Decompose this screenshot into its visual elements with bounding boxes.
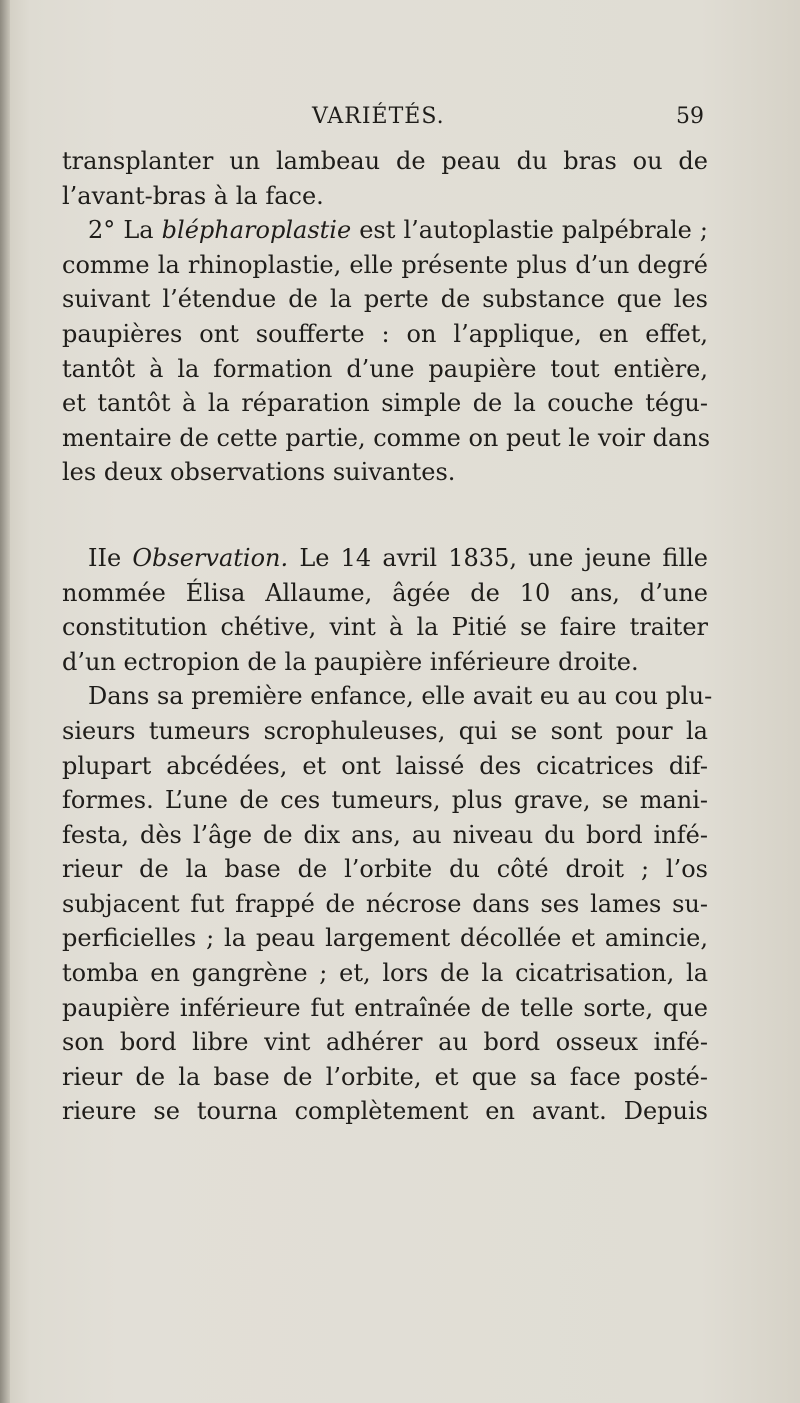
text-fragment: Le 14 avril 1835, une jeune fille <box>288 543 708 572</box>
text-line: et tantôt à la réparation simple de la couche tégu- <box>62 389 708 418</box>
text-fragment: est l’autoplastie palpébrale ; <box>351 216 708 245</box>
text-line: subjacent fut frappé de nécrose dans ses lames su- <box>62 889 708 918</box>
text-line <box>62 213 708 248</box>
text-line: sieurs tumeurs scrophuleuses, qui se sont pour la <box>62 716 708 745</box>
running-title: VARIÉTÉS. <box>312 104 445 129</box>
text-line: les deux observations suivantes. <box>62 458 456 487</box>
text-line: mentaire de cette partie, comme on peut le voir dans <box>62 423 711 452</box>
text-line: d’un ectropion de la paupière inférieure droite. <box>62 647 639 676</box>
text-line: rieur de la base de l’orbite, et que sa face posté- <box>62 1062 708 1091</box>
page-binding-edge <box>0 0 10 1403</box>
text-line: constitution chétive, vint à la Pitié se faire traiter <box>62 613 708 642</box>
text-line: Dans sa première enfance, elle avait eu au cou plu- <box>88 682 713 711</box>
text-line: nommée Élisa Allaume, âgée de 10 ans, d’une <box>62 578 708 607</box>
text-line: plupart abcédées, et ont laissé des cicatrices dif- <box>62 751 708 780</box>
page-header <box>0 104 800 138</box>
page-number: 59 <box>676 104 704 129</box>
section-gap <box>62 490 708 541</box>
text-line: festa, dès l’âge de dix ans, au niveau du bord infé- <box>62 820 708 849</box>
text-line <box>62 541 708 576</box>
observation-title: Observation. <box>132 543 289 572</box>
text-line: son bord libre vint adhérer au bord osseux infé- <box>62 1028 708 1057</box>
text-line: rieure se tourna complètement en avant. Depuis <box>62 1097 708 1126</box>
text-line: l’avant-bras à la face. <box>62 181 324 210</box>
text-line: transplanter un lambeau de peau du bras ou de <box>62 147 708 175</box>
enumeration: 2° La <box>88 216 162 245</box>
text-line: comme la rhinoplastie, elle présente plus d’un degré <box>62 250 708 279</box>
body-text <box>62 144 713 1129</box>
text-line: paupières ont soufferte : on l’applique, en effet, <box>62 319 708 348</box>
text-line: suivant l’étendue de la perte de substance que les <box>62 285 708 314</box>
text-line: perficielles ; la peau largement décollée et amincie, <box>62 924 708 953</box>
text-line: paupière inférieure fut entraînée de telle sorte, que <box>62 993 708 1022</box>
text-line: tantôt à la formation d’une paupière tout entière, <box>62 354 708 383</box>
text-line: tomba en gangrène ; et, lors de la cicatrisation, la <box>62 959 708 988</box>
observation-number: IIe <box>88 543 133 572</box>
text-line: rieur de la base de l’orbite du côté droit ; l’os <box>62 855 708 884</box>
term-blepharoplastie: blépharoplastie <box>161 216 352 245</box>
text-line: formes. L’une de ces tumeurs, plus grave, se mani- <box>62 786 708 815</box>
